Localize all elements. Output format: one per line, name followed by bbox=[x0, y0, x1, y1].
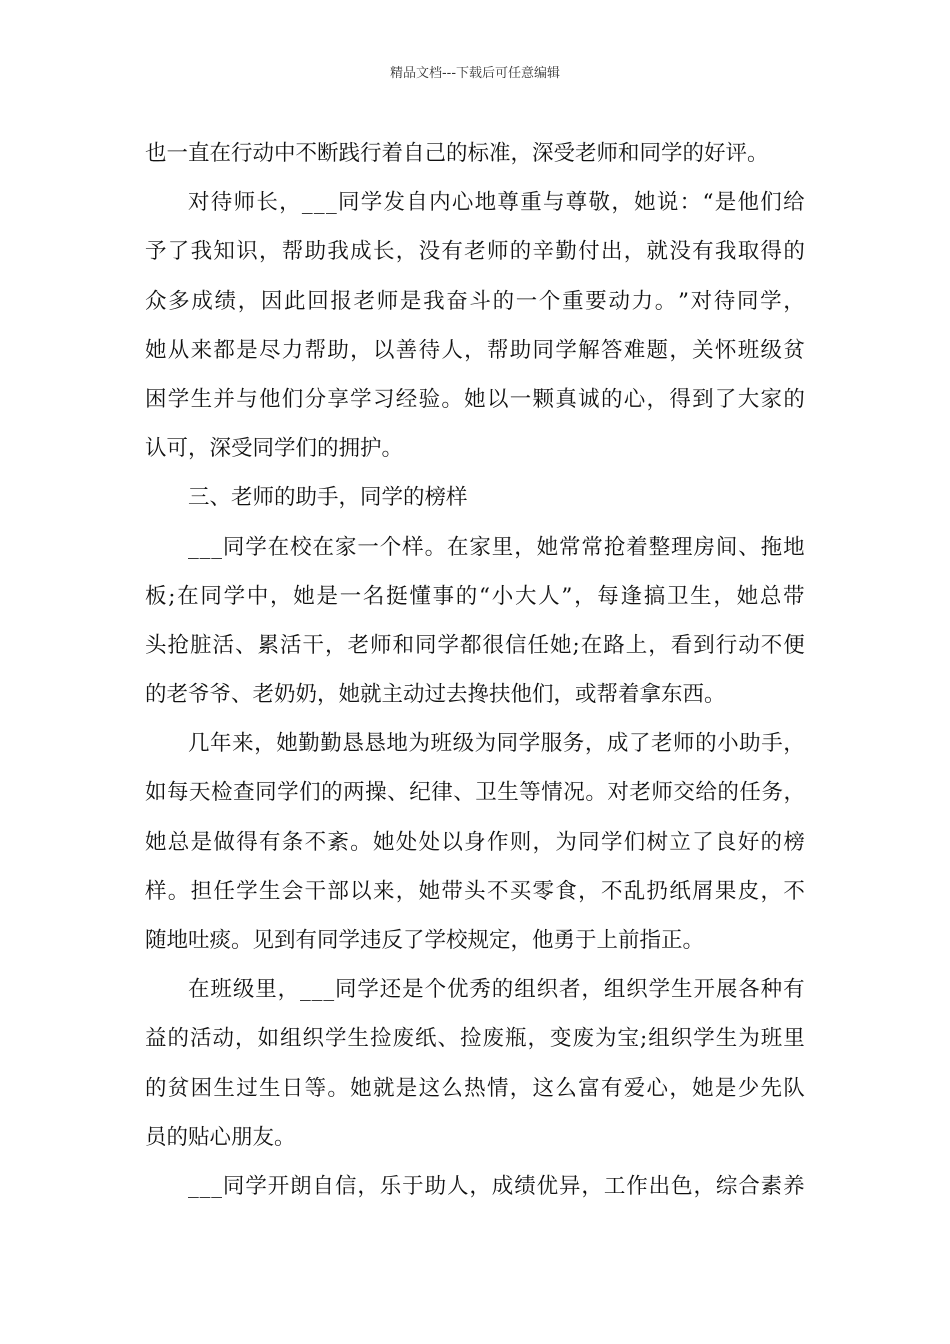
page-header: 精品文档---下载后可任意编辑 bbox=[389, 66, 561, 81]
text-line: 板 ; 在 同 学 中 ， 她 是 一 名 挺 懂 事 的 “ 小 大 人 ” ， 每 逢 搞 卫 生 ， 她 总 带 bbox=[145, 583, 805, 609]
text-line: 头 抢 脏 活 、 累 活 干 ， 老 师 和 同 学 都 很 信 任 她 ; 在 路 上 ， 看 到 行 动 不 便 bbox=[145, 632, 805, 658]
text-line: 员的贴心朋友。 bbox=[145, 1124, 296, 1150]
text-line: 几 年 来 ， 她 勤 勤 恳 恳 地 为 班 级 为 同 学 服 务 ， 成 了 老 师 的 小 助 手 ， bbox=[188, 731, 805, 757]
text-line: 的 贫 困 生 过 生 日 等 。 她 就 是 这 么 热 情 ， 这 么 富 有 爱 心 ， 她 是 少 先 队 bbox=[145, 1075, 805, 1101]
text-line: 的老爷爷、老奶奶，她就主动过去搀扶他们，或帮着拿东西。 bbox=[145, 682, 726, 708]
text-line: 三、老师的助手，同学的榜样 bbox=[188, 485, 468, 511]
text-line: 益 的 活 动 ， 如 组 织 学 生 捡 废 纸 、 捡 废 瓶 ， 变 废 为 宝 ; 组 织 学 生 为 班 里 bbox=[145, 1026, 805, 1052]
text-line: _ _ _ 同 学 开 朗 自 信 ， 乐 于 助 人 ， 成 绩 优 异 ， 工 作 出 色 ， 综 合 素 养 bbox=[188, 1173, 805, 1199]
text-line: 也一直在行动中不断践行着自己的标准，深受老师和同学的好评。 bbox=[145, 141, 769, 166]
text-line: 如 每 天 检 查 同 学 们 的 两 操 、 纪 律 、 卫 生 等 情 况 。 对 老 师 交 给 的 任 务 ， bbox=[145, 780, 805, 806]
text-line: 认可，深受同学们的拥护。 bbox=[145, 436, 404, 462]
text-line: 她 从 来 都 是 尽 力 帮 助 ， 以 善 待 人 ， 帮 助 同 学 解 答 难 题 ， 关 怀 班 级 贫 bbox=[145, 337, 805, 363]
text-line: 在 班 级 里 ， _ _ _ 同 学 还 是 个 优 秀 的 组 织 者 ， 组 织 学 生 开 展 各 种 有 bbox=[188, 977, 805, 1003]
text-line: 对 待 师 长 ， _ _ _ 同 学 发 自 内 心 地 尊 重 与 尊 敬 ， 她 说 ： “ 是 他 们 给 bbox=[188, 190, 805, 216]
document-body bbox=[145, 129, 805, 1211]
text-line: 困 学 生 并 与 他 们 分 享 学 习 经 验 。 她 以 一 颗 真 诚 的 心 ， 得 到 了 大 家 的 bbox=[145, 386, 805, 412]
text-line: 予 了 我 知 识 ， 帮 助 我 成 长 ， 没 有 老 师 的 辛 勤 付 出 ， 就 没 有 我 取 得 的 bbox=[145, 239, 805, 265]
text-line: 众 多 成 绩 ， 因 此 回 报 老 师 是 我 奋 斗 的 一 个 重 要 动 力 。 ” 对 待 同 学 ， bbox=[145, 288, 805, 314]
text-line: _ _ _ 同 学 在 校 在 家 一 个 样 。 在 家 里 ， 她 常 常 抢 着 整 理 房 间 、 拖 地 bbox=[188, 534, 805, 560]
text-line: 随地吐痰。见到有同学违反了学校规定，他勇于上前指正。 bbox=[145, 928, 705, 953]
text-line: 样 。 担 任 学 生 会 干 部 以 来 ， 她 带 头 不 买 零 食 ， 不 乱 扔 纸 屑 果 皮 ， 不 bbox=[145, 878, 805, 904]
text-line: 她 总 是 做 得 有 条 不 紊 。 她 处 处 以 身 作 则 ， 为 同 学 们 树 立 了 良 好 的 榜 bbox=[145, 829, 805, 855]
